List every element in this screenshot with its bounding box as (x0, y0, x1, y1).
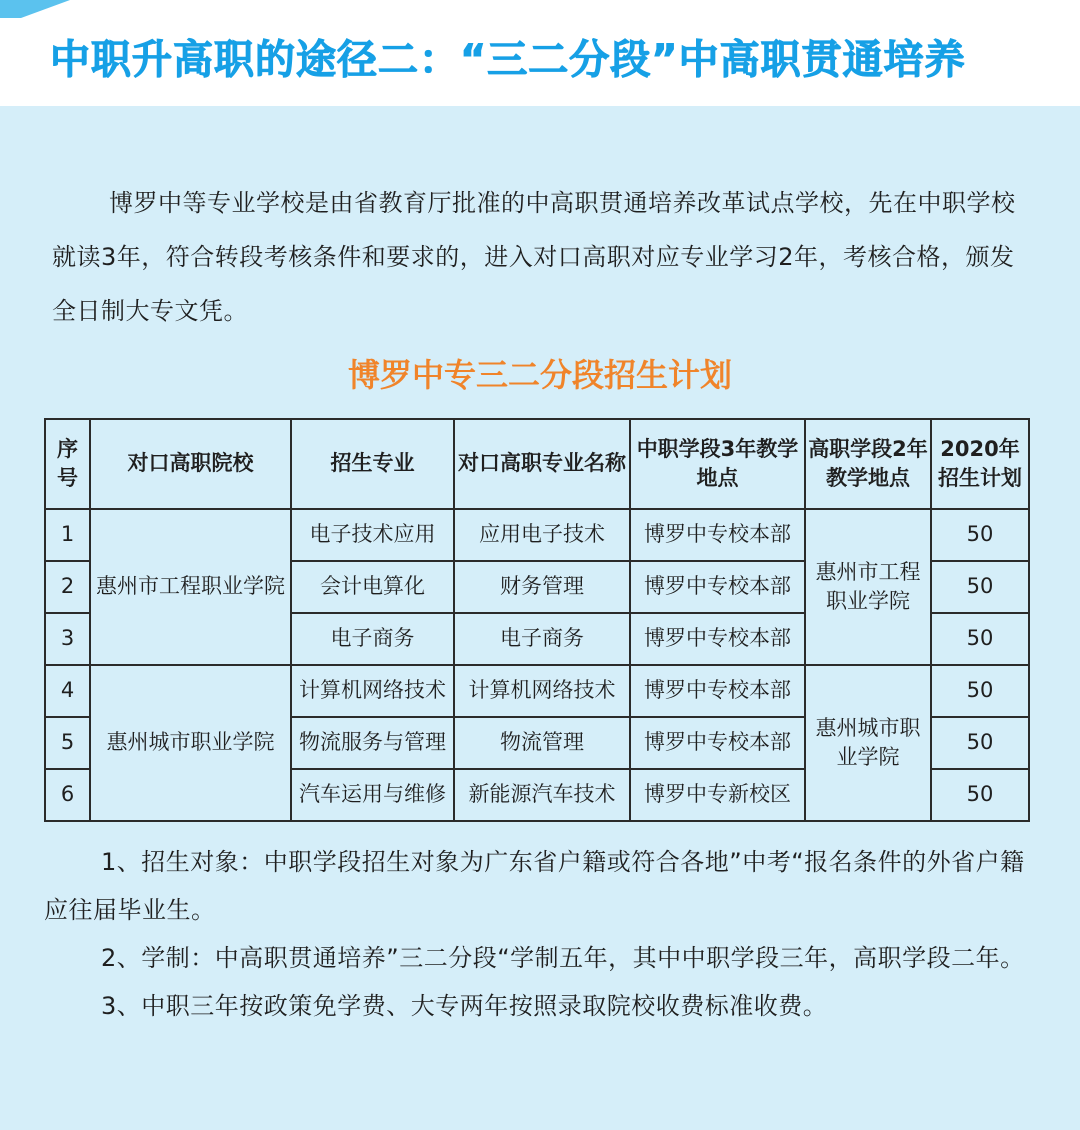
note-item: 3、中职三年按政策免学费、大专两年按照录取院校收费标准收费。 (101, 992, 828, 1020)
hv-major-cell: 计算机网络技术 (454, 665, 630, 717)
hv-site-cell: 惠州城市职业学院 (805, 665, 931, 821)
header-cell-major: 招生专业 (291, 419, 454, 509)
hv-major-cell: 物流管理 (454, 717, 630, 769)
table-row (45, 509, 1029, 561)
sv-site-cell: 博罗中专校本部 (630, 665, 805, 717)
hv-major-cell: 应用电子技术 (454, 509, 630, 561)
major-cell: 计算机网络技术 (291, 665, 454, 717)
note-item: 2、学制：中高职贯通培养”三二分段“学制五年，其中中职学段三年，高职学段二年。 (101, 944, 1025, 972)
college-cell: 惠州市工程职业学院 (90, 509, 291, 665)
row-no: 2 (45, 561, 90, 613)
major-cell: 汽车运用与维修 (291, 769, 454, 821)
major-cell: 会计电算化 (291, 561, 454, 613)
header-cell-plan: 2020年招生计划 (931, 419, 1029, 509)
enrollment-plan-table (44, 418, 1030, 822)
plan-cell: 50 (931, 613, 1029, 665)
hv-major-cell: 新能源汽车技术 (454, 769, 630, 821)
sv-site-cell: 博罗中专校本部 (630, 561, 805, 613)
corner-decoration (0, 0, 70, 18)
table-row (45, 665, 1029, 717)
note-item: 1、招生对象：中职学段招生对象为广东省户籍或符合各地”中考“报名条件的外省户籍应往届毕业生。 (44, 848, 1025, 924)
college-cell: 惠州城市职业学院 (90, 665, 291, 821)
header-cell-hv-major: 对口高职专业名称 (454, 419, 630, 509)
major-cell: 物流服务与管理 (291, 717, 454, 769)
plan-cell: 50 (931, 769, 1029, 821)
row-no: 1 (45, 509, 90, 561)
header-cell-college: 对口高职院校 (90, 419, 291, 509)
row-no: 6 (45, 769, 90, 821)
hv-major-cell: 电子商务 (454, 613, 630, 665)
hv-site-cell: 惠州市工程职业学院 (805, 509, 931, 665)
row-no: 3 (45, 613, 90, 665)
notes-section (44, 838, 1029, 1030)
header-cell-no: 序号 (45, 419, 90, 509)
header-cell-hv-site: 高职学段2年教学地点 (805, 419, 931, 509)
row-no: 5 (45, 717, 90, 769)
table-header-row (45, 419, 1029, 509)
sv-site-cell: 博罗中专新校区 (630, 769, 805, 821)
sv-site-cell: 博罗中专校本部 (630, 509, 805, 561)
plan-cell: 50 (931, 717, 1029, 769)
plan-cell: 50 (931, 509, 1029, 561)
header-banner (0, 0, 1080, 106)
hv-major-cell: 财务管理 (454, 561, 630, 613)
sv-site-cell: 博罗中专校本部 (630, 717, 805, 769)
sv-site-cell: 博罗中专校本部 (630, 613, 805, 665)
major-cell: 电子技术应用 (291, 509, 454, 561)
header-cell-sv-site: 中职学段3年教学地点 (630, 419, 805, 509)
plan-cell: 50 (931, 561, 1029, 613)
plan-cell: 50 (931, 665, 1029, 717)
major-cell: 电子商务 (291, 613, 454, 665)
page-title: 中职升高职的途径二：“三二分段”中高职贯通培养 (50, 37, 966, 83)
row-no: 4 (45, 665, 90, 717)
intro-paragraph: 博罗中等专业学校是由省教育厅批准的中高职贯通培养改革试点学校，先在中职学校就读3年，符合转段考核条件和要求的，进入对口高职对应专业学习2年，考核合格，颁发全日制大专文凭。 (52, 189, 1016, 325)
table-title: 博罗中专三二分段招生计划 (347, 356, 732, 394)
